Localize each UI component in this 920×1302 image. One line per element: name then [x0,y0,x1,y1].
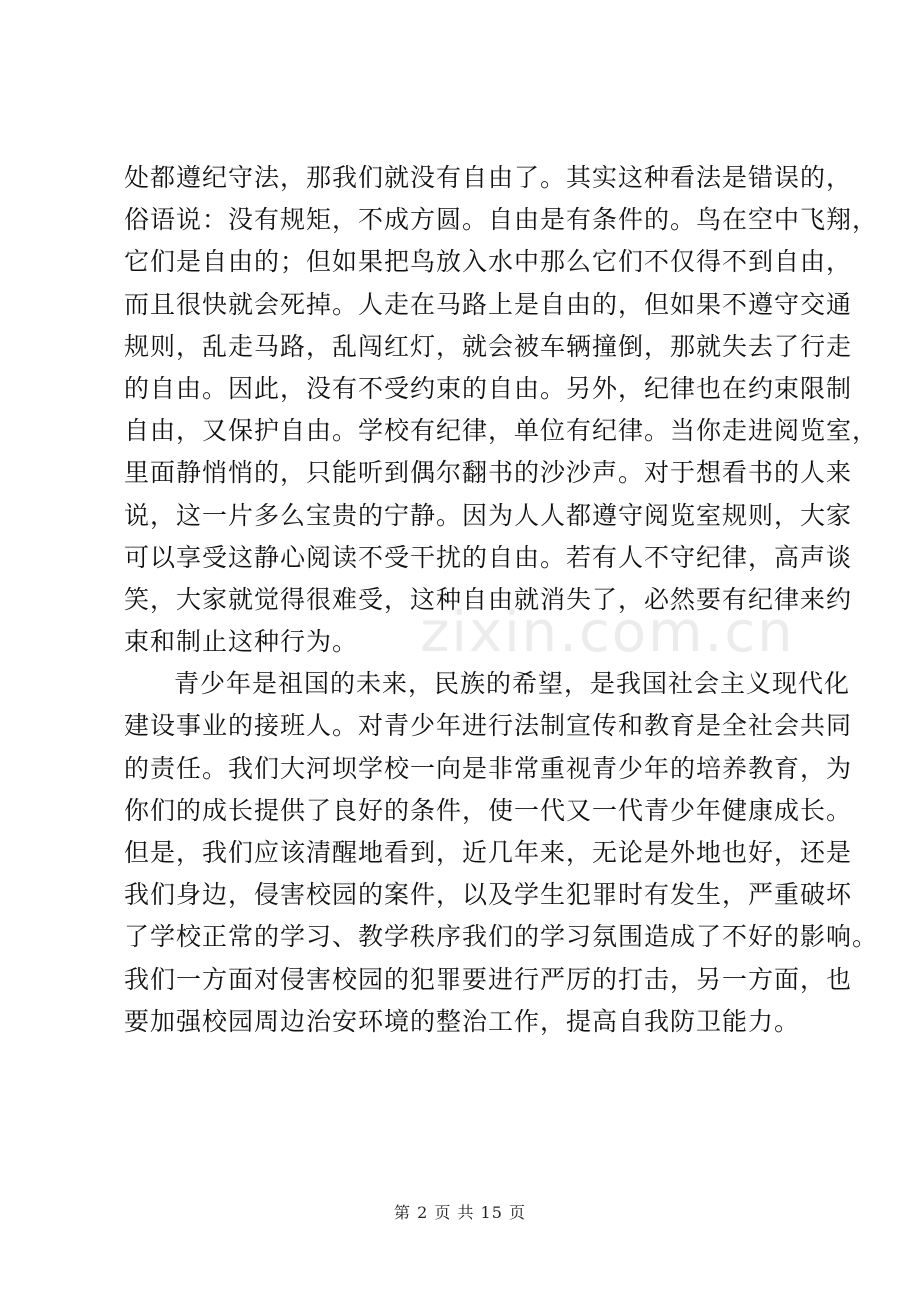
text-line: 可以享受这静心阅读不受干扰的自由。若有人不守纪律，高声谈 [124,542,853,572]
text-line: 俗语说：没有规矩，不成方圆。自由是有条件的。鸟在空中飞翔， [124,205,879,235]
text-line: 我们一方面对侵害校园的犯罪要进行严厉的打击，另一方面，也 [124,964,853,994]
paragraph-2 [124,663,879,1043]
page-footer: 第 2 页 共 15 页 [394,1203,526,1222]
text-line: 建设事业的接班人。对青少年进行法制宣传和教育是全社会共同 [124,711,853,741]
watermark: zixin.com.cn [420,600,795,665]
text-line: 笑，大家就觉得很难受，这种自由就消失了，必然要有纪律来约 [124,584,853,614]
paragraph-1 [124,157,879,663]
text-line: 处都遵纪守法，那我们就没有自由了。其实这种看法是错误的， [124,163,853,192]
text-line: 自由，又保护自由。学校有纪律，单位有纪律。当你走进阅览室， [124,416,879,446]
text-line: 的自由。因此，没有不受约束的自由。另外，纪律也在约束限制 [124,373,853,403]
text-line: 青少年是祖国的未来，民族的希望，是我国社会主义现代化 [174,669,851,699]
text-line: 而且很快就会死掉。人走在马路上是自由的，但如果不遵守交通 [124,289,853,319]
text-line: 的责任。我们大河坝学校一向是非常重视青少年的培养教育，为 [124,753,853,783]
text-line: 你们的成长提供了良好的条件，使一代又一代青少年健康成长。 [124,795,853,825]
text-line: 它们是自由的；但如果把鸟放入水中那么它们不仅得不到自由， [124,247,853,277]
text-line: 里面静悄悄的，只能听到偶尔翻书的沙沙声。对于想看书的人来 [124,458,853,488]
text-line: 束和制止这种行为。 [124,627,359,657]
text-line: 但是，我们应该清醒地看到，近几年来，无论是外地也好，还是 [124,838,853,867]
text-line: 说，这一片多么宝贵的宁静。因为人人都遵守阅览室规则，大家 [124,500,853,530]
text-line: 要加强校园周边治安环境的整治工作，提高自我防卫能力。 [124,1006,801,1036]
text-line: 规则，乱走马路，乱闯红灯，就会被车辆撞倒，那就失去了行走 [124,331,853,361]
text-line: 了学校正常的学习、教学秩序我们的学习氛围造成了不好的影响。 [124,922,879,952]
text-line: 我们身边，侵害校园的案件，以及学生犯罪时有发生，严重破坏 [124,880,853,910]
